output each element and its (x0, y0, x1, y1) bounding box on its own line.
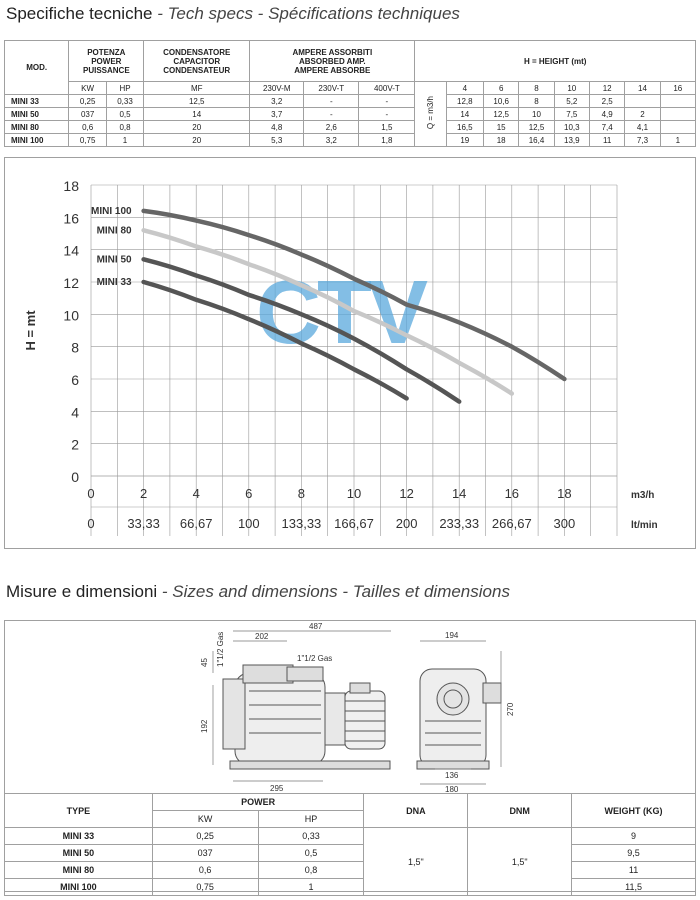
performance-chart-box (4, 157, 696, 549)
height-col: 16 (660, 82, 695, 95)
header-q: Q = m3/h (415, 82, 446, 147)
height-col: 10 (554, 82, 589, 95)
dna-value: 1,5" (364, 828, 468, 896)
table-row: MINI 50 037 0,5 9,5 (5, 845, 696, 862)
dim-180: 180 (445, 785, 459, 793)
x2-tick-label: 66,67 (179, 516, 213, 531)
dim-gas-outlet: 1"1/2 Gas (297, 654, 333, 663)
series-label: MINI 33 (96, 277, 132, 288)
header-dnm: DNM (468, 794, 572, 828)
x2-tick-label: 133,33 (281, 516, 322, 531)
dim-gas-inlet: 1"1/2 Gas (216, 631, 225, 667)
header-kw: KW (69, 82, 106, 95)
y-axis-label: H = mt (23, 310, 38, 351)
x-tick-label: 2 (139, 486, 148, 501)
x2-tick-label: 200 (395, 516, 418, 531)
height-col: 12 (589, 82, 624, 95)
x-tick-label: 12 (399, 486, 414, 501)
dimensions-title-main: Misure e dimensioni (6, 582, 158, 601)
series-label: MINI 100 (91, 205, 132, 217)
dimensions-table (4, 793, 696, 896)
x2-tick-label: 300 (553, 516, 576, 531)
height-col: 4 (446, 82, 483, 95)
header-mf: MF (144, 82, 250, 95)
header-height: H = HEIGHT (mt) (415, 41, 696, 82)
y-tick-label: 0 (71, 469, 79, 485)
y-tick-label: 18 (63, 178, 79, 194)
header-dna: DNA (364, 794, 468, 828)
specs-title (6, 4, 460, 24)
header-potenza: POTENZA POWER PUISSANCE (69, 41, 144, 82)
x2-tick-label: 100 (237, 516, 260, 531)
height-col: 6 (484, 82, 519, 95)
performance-chart (5, 158, 695, 548)
dim-192: 192 (200, 719, 209, 733)
x2-tick-label: 33,33 (127, 516, 160, 531)
dim-270: 270 (506, 702, 515, 716)
header-230v-t: 230V-T (304, 82, 359, 95)
height-col: 8 (519, 82, 554, 95)
x-tick-label: 0 (87, 486, 95, 501)
table-row: MINI 80 0,6 0,8 20 4,8 2,6 1,5 16,5 15 12,5 10,3 7,4 4,1 (5, 121, 696, 134)
dim-194: 194 (445, 631, 459, 640)
table-row: MINI 50 037 0,5 14 3,7 - - 14 12,5 10 7,5 4,9 2 (5, 108, 696, 121)
header-kw: KW (152, 811, 258, 828)
header-400v-t: 400V-T (359, 82, 415, 95)
dim-136: 136 (445, 771, 459, 780)
dimensions-title (6, 582, 510, 602)
series-label: MINI 80 (96, 225, 132, 237)
x2-tick-label: 266,67 (491, 516, 532, 531)
header-hp: HP (106, 82, 143, 95)
height-col: 14 (625, 82, 660, 95)
header-condensatore: CONDENSATORE CAPACITOR CONDENSATEUR (144, 41, 250, 82)
specs-table (4, 40, 696, 147)
x2-tick-label: 233,33 (439, 516, 480, 531)
table-row: MINI 100 0,75 1 20 5,3 3,2 1,8 19 18 16,4 13,9 11 7,3 1 (5, 134, 696, 147)
header-ampere: AMPERE ASSORBITI ABSORBED AMP. AMPERE ABSORBE (250, 41, 415, 82)
table-row: MINI 100 0,75 1 11,5 (5, 879, 696, 896)
header-hp: HP (258, 811, 364, 828)
dimensions-title-rest: - Sizes and dimensions - Tailles et dimensions (157, 582, 510, 601)
header-230v-m: 230V-M (250, 82, 304, 95)
dim-202: 202 (255, 632, 269, 641)
x-unit-label: m3/h (631, 490, 655, 501)
header-mod: MOD. (5, 41, 69, 95)
y-tick-label: 2 (71, 436, 79, 453)
series-label: MINI 50 (96, 254, 132, 266)
y-tick-label: 16 (63, 210, 79, 227)
x-tick-label: 18 (557, 486, 572, 501)
y-tick-label: 8 (71, 339, 79, 356)
table-row: MINI 33 0,25 0,33 1,5" 1,5" 9 (5, 828, 696, 845)
specs-title-rest: - Tech specs - Spécifications techniques (152, 4, 460, 23)
dim-295: 295 (270, 784, 284, 793)
y-tick-label: 4 (71, 404, 79, 421)
table-row: MINI 80 0,6 0,8 11 (5, 862, 696, 879)
dnm-value: 1,5" (468, 828, 572, 896)
pump-front-view (417, 669, 501, 769)
x2-tick-label: 0 (87, 516, 95, 531)
header-power: POWER (152, 794, 364, 811)
header-type: TYPE (5, 794, 153, 828)
specs-title-main: Specifiche tecniche (6, 4, 153, 23)
dim-45: 45 (200, 658, 209, 667)
x2-unit-label: lt/min (631, 520, 658, 531)
pump-side-view (223, 665, 390, 769)
y-tick-label: 10 (63, 307, 79, 324)
table-row: MINI 33 0,25 0,33 12,5 3,2 - - 12,8 10,6 8 5,2 2,5 (5, 95, 696, 108)
y-tick-label: 6 (71, 372, 79, 388)
header-weight: WEIGHT (KG) (572, 794, 696, 828)
x2-tick-label: 166,67 (334, 516, 374, 531)
y-tick-label: 12 (63, 275, 79, 291)
x-tick-label: 8 (297, 486, 306, 501)
x-tick-label: 14 (451, 486, 467, 501)
dim-487: 487 (309, 622, 323, 631)
pump-drawing (5, 621, 695, 793)
x-tick-label: 10 (346, 486, 362, 501)
y-tick-label: 14 (63, 242, 79, 259)
x-tick-label: 4 (192, 486, 200, 501)
x-tick-label: 6 (245, 486, 253, 501)
x-tick-label: 16 (504, 486, 520, 501)
watermark-logo: CTV (256, 263, 424, 363)
